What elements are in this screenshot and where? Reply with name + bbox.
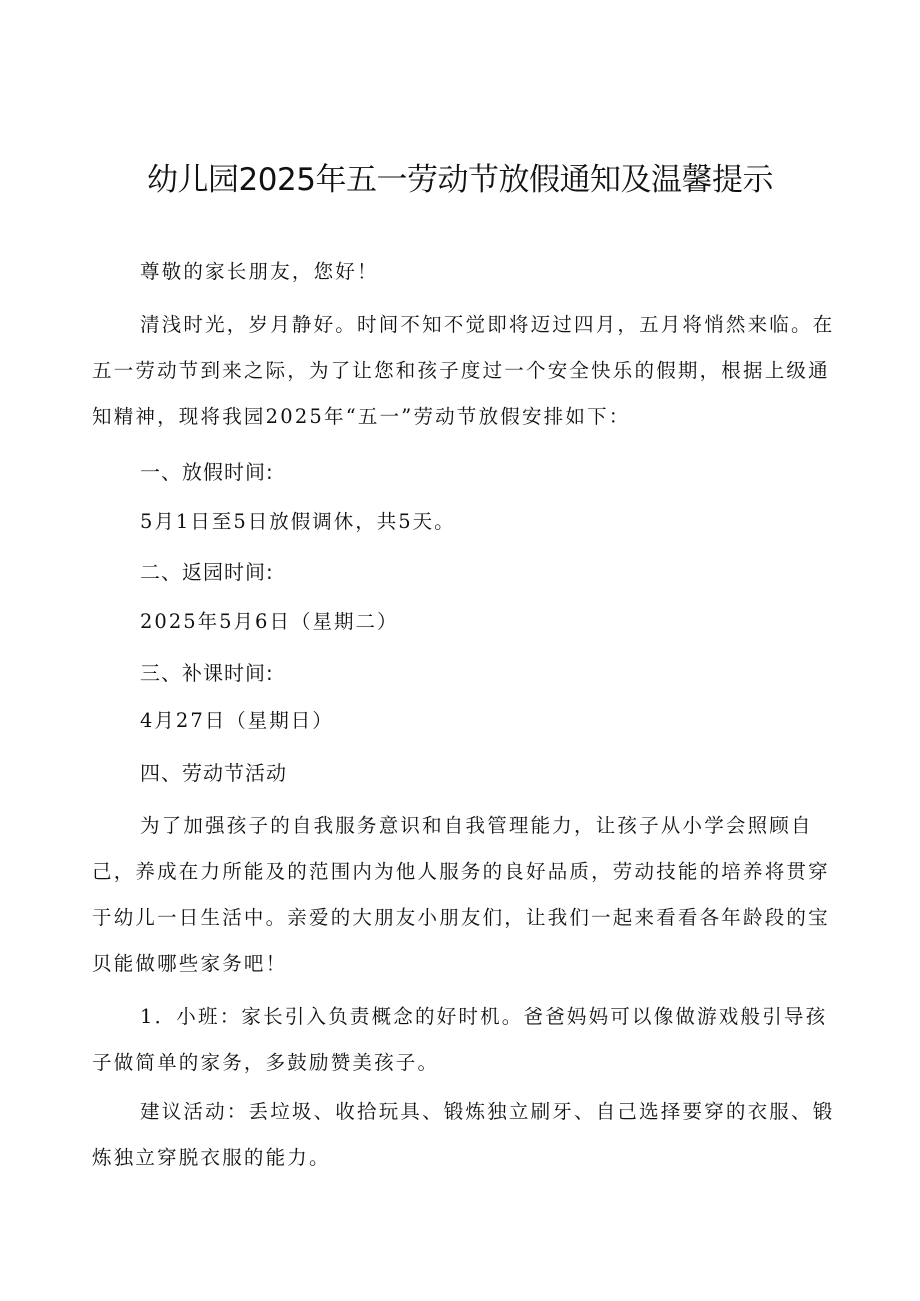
section-heading-labor-activity: 四、劳动节活动 — [140, 761, 287, 785]
document-title: 幼儿园2025年五一劳动节放假通知及温馨提示 — [147, 162, 773, 198]
small-class-paragraph: 1．小班：家长引入负责概念的好时机。爸爸妈妈可以像做游戏般引导孩子做简单的家务，多鼓励赞美孩子。 — [92, 1005, 828, 1074]
suggestion-paragraph: 建议活动：丢垃圾、收拾玩具、锻炼独立刷牙、自己选择要穿的衣服、锻炼独立穿脱衣服的能力。 — [92, 1100, 835, 1169]
section-content-holiday-time: 5月1日至5日放假调休，共5天。 — [140, 510, 456, 533]
section-heading-holiday-time: 一、放假时间: — [140, 460, 274, 484]
activity-intro-paragraph: 为了加强孩子的自我服务意识和自我管理能力，让孩子从小学会照顾自己，养成在力所能及的范围内为他人服务的良好品质，劳动技能的培养将贯穿于幼儿一日生活中。亲爱的大朋友小朋友们，让我们一起来看看各年龄段的宝贝能做哪些家务吧！ — [92, 814, 830, 975]
section-heading-return-time: 二、返园时间: — [140, 560, 274, 584]
section-heading-makeup-time: 三、补课时间: — [140, 661, 274, 685]
section-content-makeup-time: 4月27日（星期日） — [140, 709, 334, 732]
greeting-paragraph: 尊敬的家长朋友，您好！ — [140, 260, 379, 283]
intro-paragraph: 清浅时光，岁月静好。时间不知不觉即将迈过四月，五月将悄然来临。在五一劳动节到来之际，为了让您和孩子度过一个安全快乐的假期，根据上级通知精神，现将我园2025年“五一”劳动节放假安排如下： — [92, 313, 835, 428]
section-content-return-time: 2025年5月6日（星期二） — [140, 610, 399, 633]
